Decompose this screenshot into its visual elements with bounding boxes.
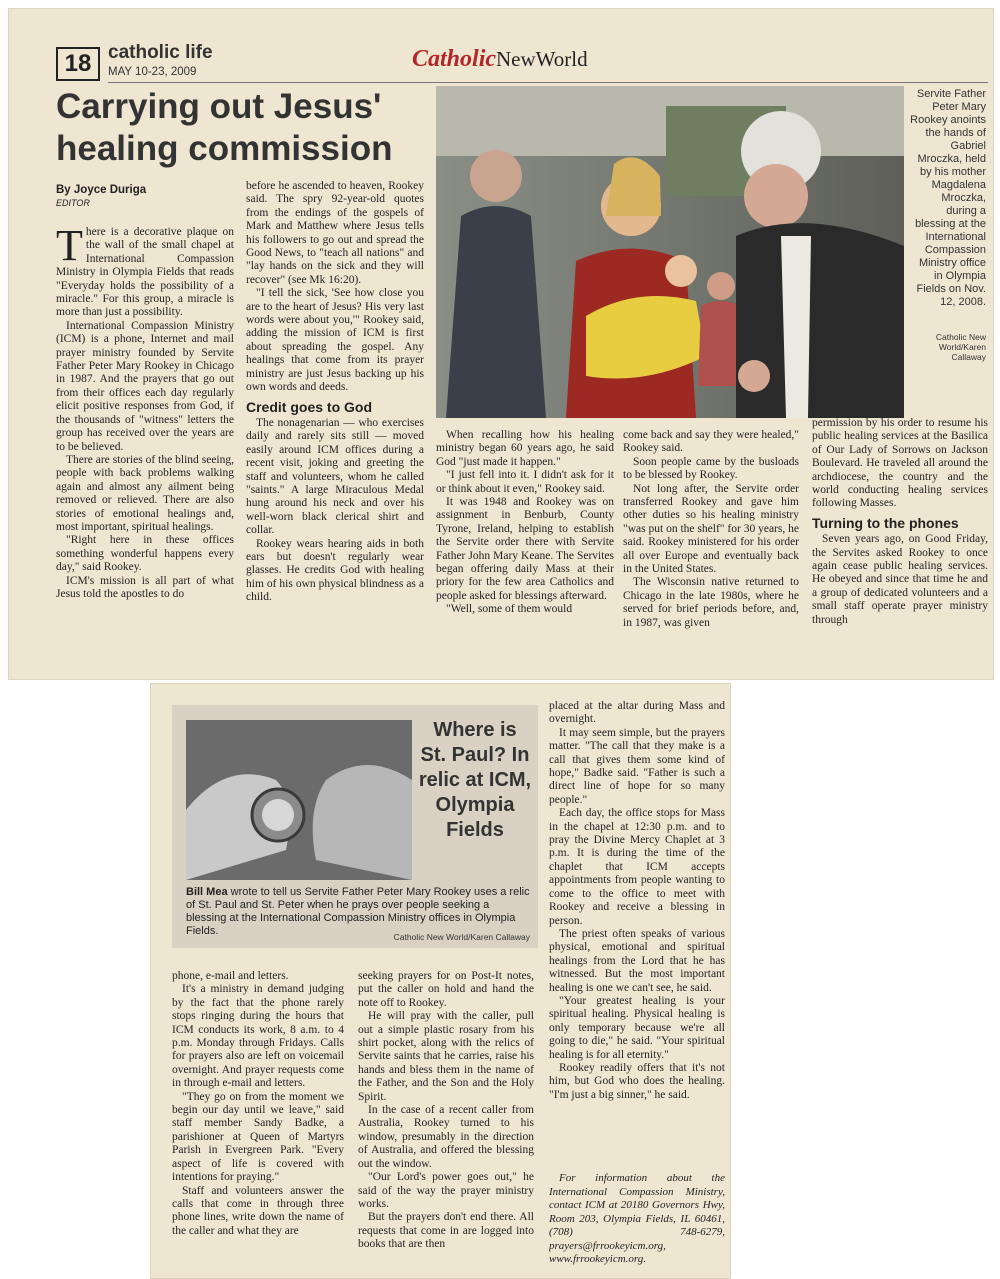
article-column-3 — [436, 429, 614, 654]
article-headline: Carrying out Jesus' healing commission — [56, 87, 393, 168]
subhead-turning-to-the-phones: Turning to the phones — [812, 514, 959, 531]
paragraph: Soon people came by the busloads to be blessed by Rookey. — [623, 455, 799, 482]
paragraph: Rookey wears hearing aids in both ears but doesn't regularly wear glasses. He credits God with healing him of his own physical blindness as a child. — [246, 537, 424, 604]
paragraph: But the prayers don't end there. All requests that come in are logged into books that are then — [358, 1211, 534, 1251]
sidebar-credit: Catholic New World/Karen Callaway — [393, 932, 530, 942]
paragraph: In the case of a recent caller from Australia, Rookey turned to his window, presumably in the direction of Australia, and offered the blessing out the window. — [358, 1104, 534, 1170]
paragraph: Each day, the office stops for Mass in the chapel at 12:30 p.m. and to pray the Divine Mercy Chaplet at 3 p.m. It is during the time of the chaplet that ICM accepts appointments from people wanting to come to the office to meet with Rookey and receive a blessing in person. — [549, 807, 725, 927]
paragraph: Rookey readily offers that it's not him, but God who does the healing. "I'm just a big sinner," he said. — [549, 1061, 725, 1101]
header-rule — [108, 82, 988, 83]
page-number-box — [56, 47, 100, 81]
byline: By Joyce Duriga — [56, 184, 147, 196]
paragraph: "Our Lord's power goes out," he said of the way the prayer ministry works. — [358, 1171, 534, 1210]
paragraph: It may seem simple, but the prayers matter. "The call that they make is a call that gives them some kind of hope," Badke said. "Father is such a direct line of hope for so many people." — [549, 726, 725, 806]
paragraph: "I tell the sick, 'See how close you are to the heart of Jesus? His very last words were about you,'" Rookey said, adding the mission of ICM is first about spreading the gospel. Any healings that come from its prayer ministry are just Jesus backing up his own words and deeds. — [246, 287, 424, 394]
sidebar-headline: Where is St. Paul? In relic at ICM, Olympia Fields — [418, 719, 532, 841]
sidebar-caption-lead: Bill Mea — [186, 886, 228, 898]
masthead-logo — [412, 46, 588, 73]
photo-caption: Servite Father Peter Mary Rookey anoints the hands of Gabriel Mroczka, held by his mother Magdalena Mroczka, during a blessing at the International Compassion Ministry office in Olympia Fields on Nov. 12, 2008. — [910, 88, 986, 308]
masthead-world: World — [535, 47, 588, 71]
paragraph: placed at the altar during Mass and overnight. — [549, 700, 725, 726]
continuation-column-a — [172, 970, 344, 1270]
article-column-5 — [812, 417, 988, 654]
sidebar-caption — [186, 886, 530, 938]
paragraph: come back and say they were healed," Rookey said. — [623, 429, 799, 455]
paragraph: ICM's mission is all part of what Jesus told the apostles to do — [56, 574, 234, 600]
info-box — [549, 1172, 725, 1272]
photo-credit: Catholic New World/Karen Callaway — [935, 332, 986, 362]
paragraph: International Compassion Ministry (ICM) is a phone, Internet and mail prayer ministry founded by Servite Father Peter Mary Rookey in Chicago in 1987. And the prayers that go out from their offices each day regularly elicit positive responses from God, if the thousands of "witness" letters the group has received over the years are to be believed. — [56, 319, 234, 453]
paragraph: The priest often speaks of various physical, emotional and spiritual healings from the Lord that he has witnessed. But the most important healing is one we can't see, he said. — [549, 927, 725, 994]
paragraph: Not long after, the Servite order transferred Rookey and gave him other duties so his healing ministry "was put on the shelf" for 30 years, he said. Rookey ministered for his order all over Europe and eventually back in the United States. — [623, 482, 799, 576]
subhead-credit-goes-to-god: Credit goes to God — [246, 398, 372, 415]
paragraph: "Your greatest healing is your spiritual healing. Physical healing is only temporary because we're all going to die," he said. "Your spiritual healing is for all eternity." — [549, 994, 725, 1061]
paragraph: Staff and volunteers answer the calls that come in through three phone lines, write down the name of the caller and what they are — [172, 1184, 344, 1237]
masthead-catholic: Catholic — [412, 46, 497, 72]
main-photo — [436, 86, 904, 418]
byline-role: EDITOR — [56, 198, 90, 208]
article-column-1 — [56, 226, 234, 654]
paragraph: The nonagenarian — who exercises daily and rarely sits still — moved easily around ICM offices during a recent visit, joking and greeting the staff and volunteers, whom he called "saints." A large Miraculous Medal hung around his neck and over his well-worn black clerical shirt and collar. — [246, 416, 424, 537]
continuation-column-c — [549, 700, 725, 1168]
paragraph: Seven years ago, on Good Friday, the Servites asked Rookey to once again cease public healing services. He obeyed and since that time he and a group of dedicated volunteers and a small staff operate prayer ministry through — [812, 533, 988, 626]
photo-blessing-illustration — [436, 86, 904, 418]
paragraph: before he ascended to heaven, Rookey said. The spry 92-year-old quotes from the endings of the gospels of Mark and Matthew where Jesus tells his followers to go out and spread the Good News, to "teach all nations" and "lay hands on the sick and they will recover" (see Mk 16:20). — [246, 180, 424, 286]
paragraph: When recalling how his healing ministry began 60 years ago, he said God "just made it happen." — [436, 429, 614, 468]
relic-photo — [186, 720, 412, 880]
section-label: catholic life — [108, 42, 213, 63]
paragraph: phone, e-mail and letters. — [172, 970, 289, 982]
paragraph: seeking prayers for on Post-It notes, put the caller on hold and hand the note off to Rookey. — [358, 970, 534, 1009]
paragraph: "I just fell into it. I didn't ask for it or think about it even," Rookey said. — [436, 469, 614, 495]
issue-date: MAY 10-23, 2009 — [108, 66, 197, 78]
drop-cap: T — [56, 226, 83, 270]
paragraph: It was 1948 and Rookey was on assignment in Benburb, County Tyrone, Ireland, helping to establish the Servite order there with Servite Father John Mary Keane. The Servites began offering daily Mass at their priory for the few area Catholics and people asked for blessings afterward. — [436, 496, 614, 602]
paragraph: here is a decorative plaque on the wall of the small chapel at International Compassion Ministry in Olympia Fields that reads "Everyday holds the possibility of a miracle." For this group, a miracle is more than just a possibility. — [56, 226, 234, 319]
continuation-column-b — [358, 970, 534, 1270]
info-text: For information about the International Compassion Ministry, contact ICM at 20180 Governors Hwy, Room 203, Olympia Fields, IL 60461, (708) 748-6279, prayers@frrookeyicm.org, www.frrookeyicm.org. — [549, 1172, 725, 1265]
paragraph: permission by his order to resume his public healing services at the Basilica of Our Lady of Sorrows on Jackson Boulevard. He traveled all around the archdiocese, the country and the world conducting healing services following Masses. — [812, 417, 988, 510]
page-number: 18 — [64, 50, 92, 77]
sidebar-caption-text: wrote to tell us Servite Father Peter Mary Rookey uses a relic of St. Paul and St. Peter when he prays over people seeking a blessing at the International Compassion Ministry offices in Olympia Fields. — [186, 886, 530, 937]
paragraph: He will pray with the caller, pull out a simple plastic rosary from his shirt pocket, along with the relics of Servite saints that he carries, raise his hands and bless them in the name of the Father, and the Son and the Holy Spirit. — [358, 1010, 534, 1103]
paragraph: The Wisconsin native returned to Chicago in the late 1980s, where he served for brief periods before, and, in 1987, was given — [623, 576, 799, 629]
paragraph: It's a ministry in demand judging by the fact that the phone rarely stops ringing during the hours that ICM conducts its work, 8 a.m. to 4 p.m. Monday through Fridays. Calls for prayers also are left on voicemail overnight. And prayer requests come in through e-mail and letters. — [172, 983, 344, 1090]
article-column-4 — [623, 429, 799, 654]
paragraph: "Well, some of them would — [446, 603, 573, 616]
paragraph: "Right here in these offices something wonderful happens every day," said Rookey. — [56, 534, 234, 574]
article-column-2 — [246, 180, 424, 654]
masthead-new: New — [496, 47, 536, 71]
paragraph: "They go on from the moment we begin our day until we leave," said staff member Sandy Badke, a parishioner at Queen of Martyrs Parish in Evergreen Park. "Every aspect of life is covered with intentions for praying." — [172, 1090, 344, 1184]
relic-hands-illustration — [186, 720, 412, 880]
paragraph: There are stories of the blind seeing, people with back problems walking again and almost any ailment being removed or relieved. There are also stories of emotional healings and, most important, spiritual healings. — [56, 453, 234, 533]
